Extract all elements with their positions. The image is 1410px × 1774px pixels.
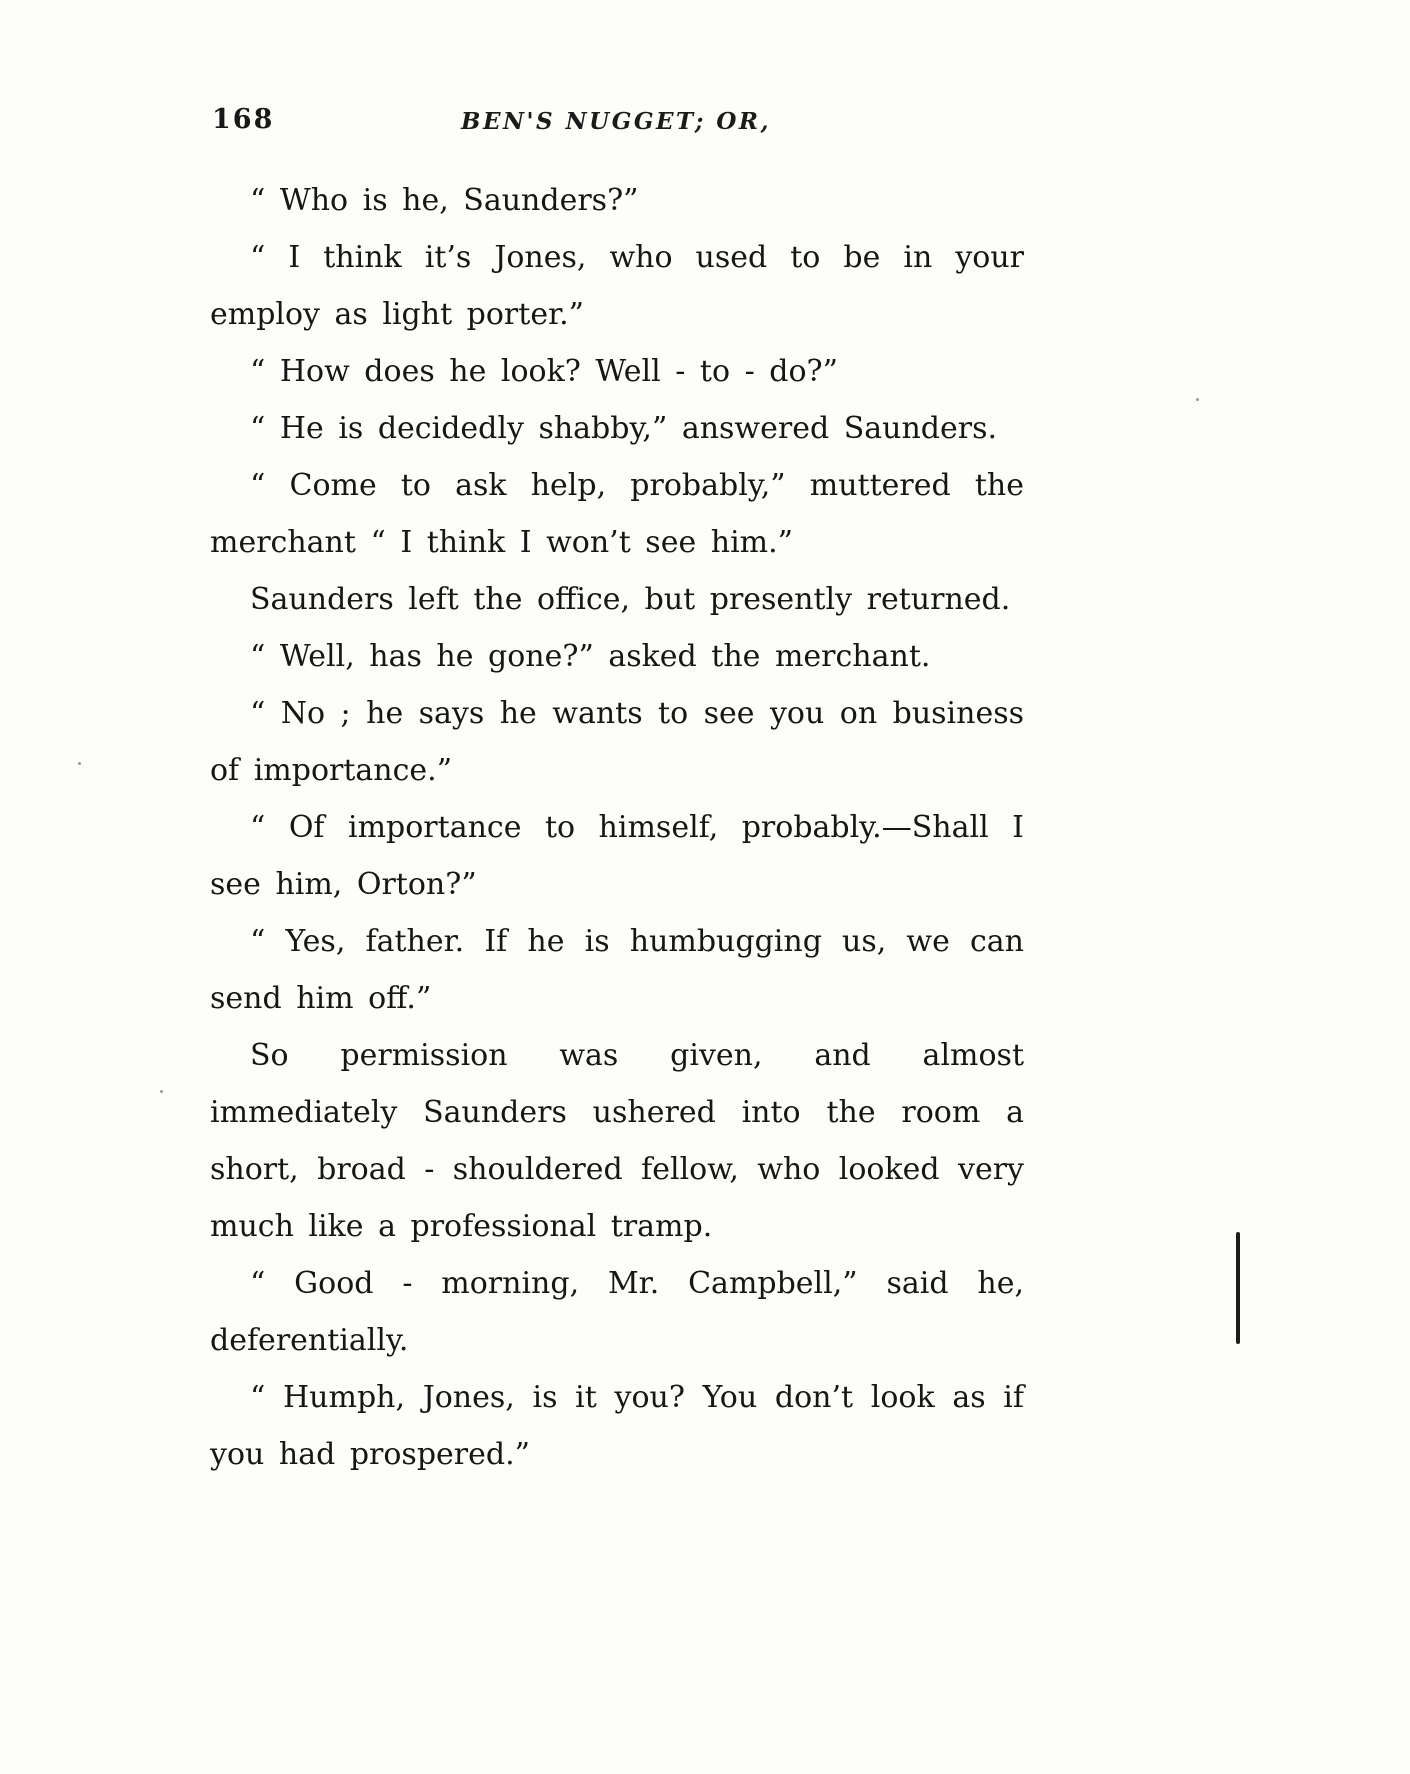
paragraph: “ I think it’s Jones, who used to be in your employ as light porter.”	[210, 240, 1024, 332]
scan-speck	[1196, 398, 1199, 401]
scan-artifact-line	[1236, 1232, 1240, 1344]
paragraph: “ Humph, Jones, is it you? You don’t look as if you had prospered.”	[210, 1380, 1024, 1472]
paragraph: So permission was given, and almost immediately Saunders ushered into the room a short, broad - shouldered fellow, who looked very much like a professional tramp.	[210, 1038, 1024, 1244]
paragraph: “ No ; he says he wants to see you on business of importance.”	[210, 696, 1024, 788]
paragraph: “ Good - morning, Mr. Campbell,” said he, deferentially.	[210, 1266, 1024, 1358]
paragraph: “ Of importance to himself, probably.—Shall I see him, Orton?”	[210, 810, 1024, 902]
page-number: 168	[212, 104, 275, 135]
paragraph: “ Who is he, Saunders?”	[250, 183, 639, 218]
running-title: BEN'S NUGGET; OR,	[461, 108, 771, 135]
paragraph: “ Yes, father. If he is humbugging us, we can send him off.”	[210, 924, 1024, 1016]
scan-speck	[78, 762, 81, 765]
paragraph: “ He is decidedly shabby,” answered Saunders.	[250, 411, 998, 446]
paragraph: “ Come to ask help, probably,” muttered the merchant “ I think I won’t see him.”	[210, 468, 1024, 560]
page-body	[210, 172, 1024, 1483]
paragraph: “ Well, has he gone?” asked the merchant.	[250, 639, 931, 674]
scan-speck	[160, 1090, 163, 1093]
paragraph: Saunders left the office, but presently returned.	[250, 582, 1011, 617]
paragraph: “ How does he look? Well - to - do?”	[250, 354, 838, 389]
